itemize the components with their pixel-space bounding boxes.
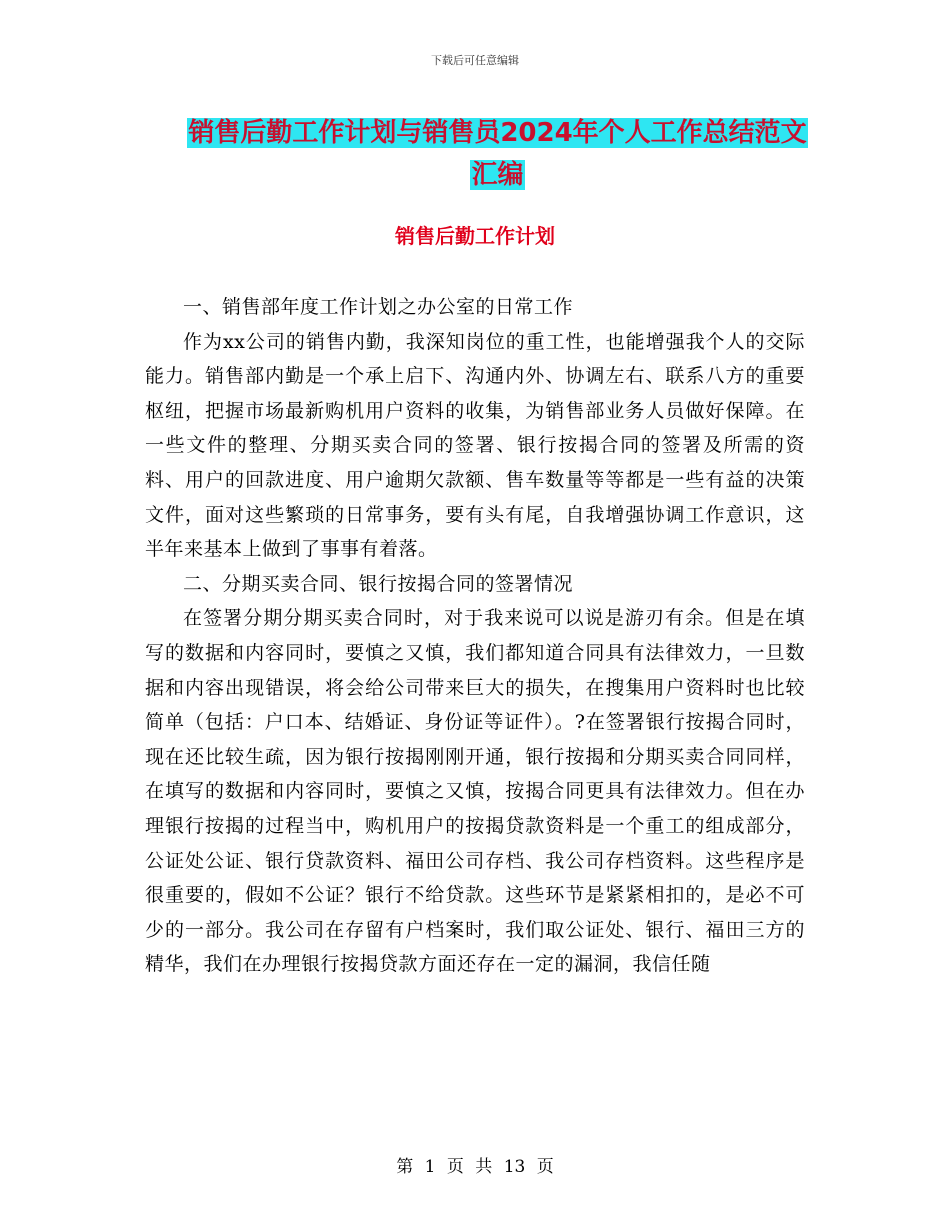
header-note: 下载后可任意编辑 <box>431 54 519 67</box>
document-title-line-1: 销售后勤工作计划与销售员2024年个人工作总结范文 <box>188 118 807 148</box>
page-number-footer: 第 1 页 共 13 页 <box>396 1157 554 1177</box>
document-title-line-2: 汇编 <box>471 160 524 190</box>
paragraph-heading-2: 二、分期买卖合同、银行按揭合同的签署情况 <box>183 572 574 595</box>
paragraph-heading-1: 一、销售部年度工作计划之办公室的日常工作 <box>183 296 574 318</box>
paragraph: 在签署分期分期买卖合同时，对于我来说可以说是游刃有余。但是在填写的数据和内容同时，要慎之又慎，我们都知道合同具有法律效力，一旦数据和内容出现错误，将会给公司带来巨大的损失，在搜集用户资料时也比较简单（包括：户口本、结婚证、身份证等证件）。?在签署银行按揭合同时，现在还比较生疏，因为银行按揭刚刚开通，银行按揭和分期买卖合同同样，在填写的数据和内容同时，要慎之又慎，按揭合同更具有法律效力。但在办理银行按揭的过程当中，购机用户的按揭贷款资料是一个重工的组成部分，公证处公证、银行贷款资料、福田公司存档、我公司存档资料。这些程序是很重要的，假如不公证？银行不给贷款。这些环节是紧紧相扣的，是必不可少的一部分。我公司在存留有户档案时，我们取公证处、银行、福田三方的精华，我们在办理银行按揭贷款方面还存在一定的漏洞，我信任随 <box>145 607 805 976</box>
document-title <box>145 112 850 196</box>
document-body <box>145 290 805 982</box>
section-heading: 销售后勤工作计划 <box>395 224 555 248</box>
paragraph: 作为xx公司的销售内勤，我深知岗位的重工性，也能增强我个人的交际能力。销售部内勤是一个承上启下、沟通内外、协调左右、联系八方的重要枢纽，把握市场最新购机用户资料的收集，为销售部业务人员做好保障。在一些文件的整理、分期买卖合同的签署、银行按揭合同的签署及所需的资料、用户的回款进度、用户逾期欠款额、售车数量等等都是一些有益的决策文件，面对这些繁琐的日常事务，要有头有尾，自我增强协调工作意识，这半年来基本上做到了事事有着落。 <box>145 330 805 561</box>
